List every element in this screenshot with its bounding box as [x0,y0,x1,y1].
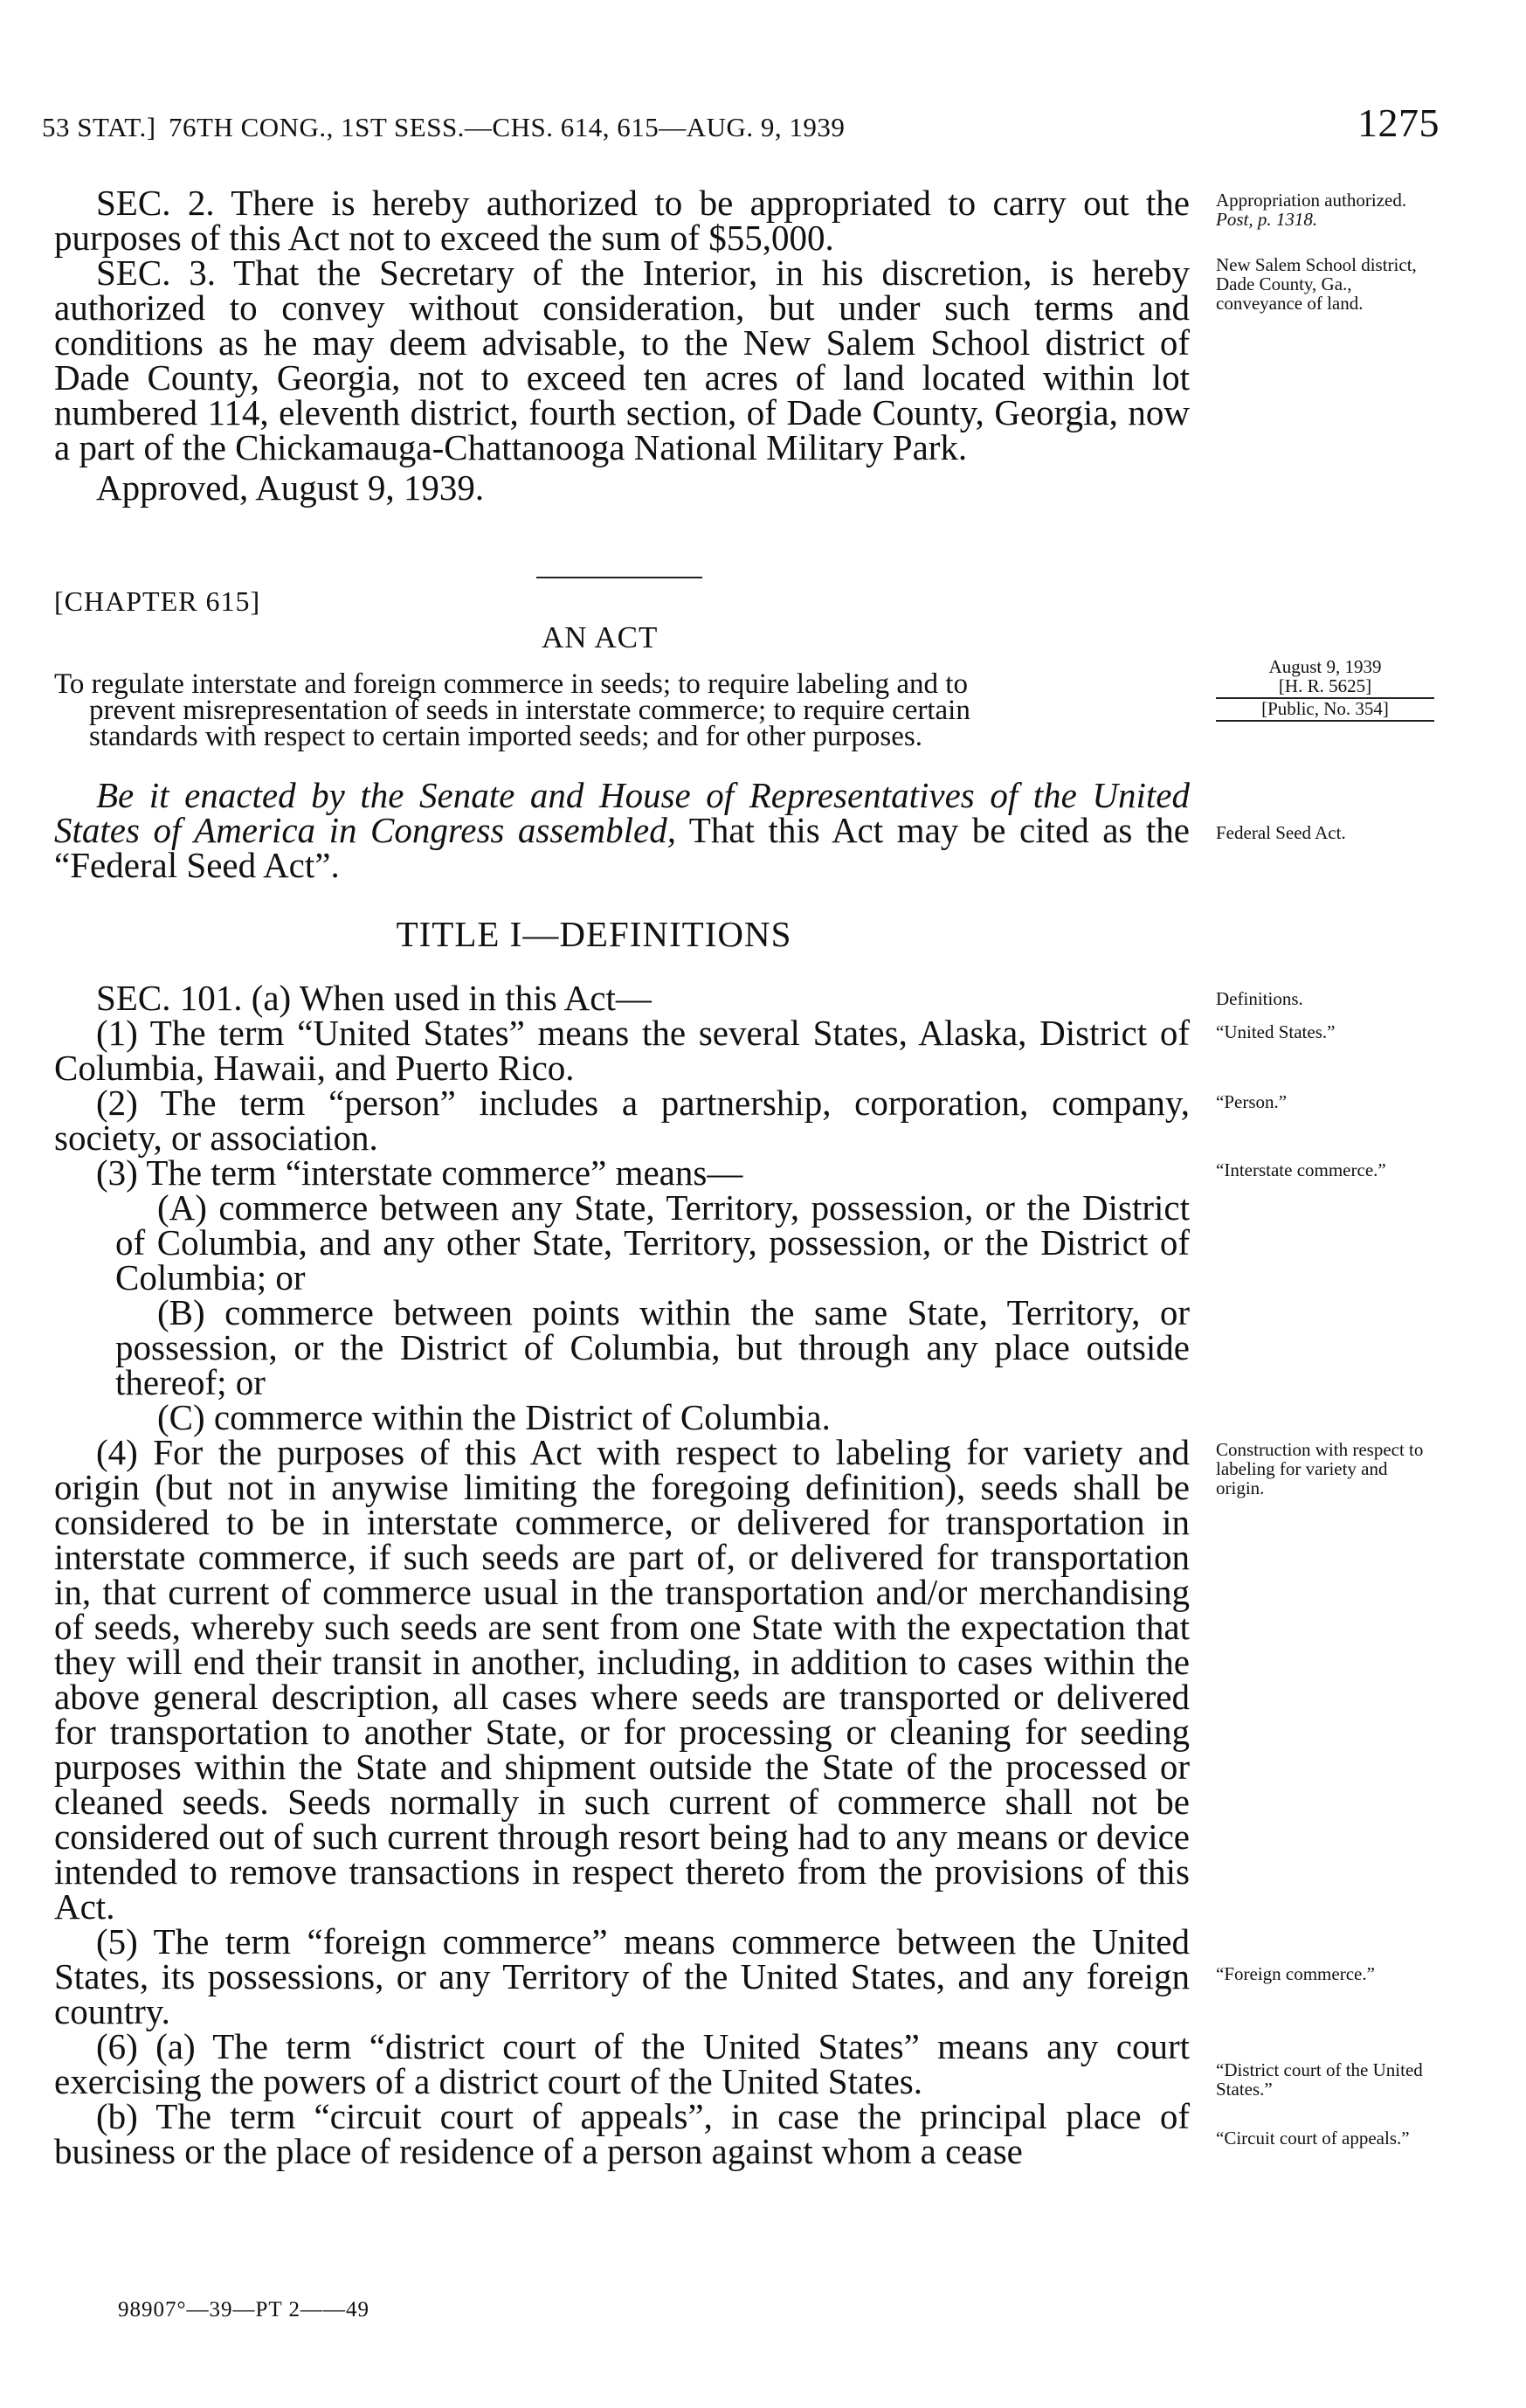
margin-hr-number: [H. R. 5625] [1216,676,1434,699]
approved-line: Approved, August 9, 1939. [96,467,485,508]
page-number: 1275 [1357,100,1440,145]
section-101-intro [54,978,1190,1018]
enacting-short-title: That this Act may be cited as the “Federal Seed Act”. [54,810,1191,885]
section-101-body [54,980,1190,2169]
act-title-line-3: standards with respect to certain imported seeds; and for other purposes. [89,721,922,752]
margin-note-person: “Person.” [1216,1091,1288,1112]
section-2 [54,183,1190,258]
header-congress-session: 76TH CONG., 1ST SESS.—CHS. 614, 615—AUG. 9, 1939 [169,112,846,142]
enacting-clause [54,775,1191,885]
chapter-614-body [54,183,1190,508]
chapter-label: [CHAPTER 615] [54,585,261,617]
definition-3: (3) The term “interstate commerce” means— [96,1152,743,1193]
margin-note-united-states: “United States.” [1216,1021,1336,1042]
an-act-heading: AN ACT [542,620,659,654]
margin-public-law: [Public, No. 354] [1216,699,1434,722]
section-3-label: SEC. 3. [96,253,217,293]
section-2-text: There is hereby authorized to be appropriated to carry out the purposes of this Act not to exceed the sum of $55,000. [54,183,1190,258]
running-header [42,100,1440,157]
margin-note-new-salem: New Salem School district, Dade County, Ga., conveyance of land. [1216,254,1417,314]
margin-note-definitions: Definitions. [1216,988,1303,1009]
margin-note-federal-seed-act: Federal Seed Act. [1216,822,1346,843]
section-3 [54,255,1190,465]
footer-print-code: 98907°—39—PT 2——49 [118,2298,369,2322]
header-stat-volume: 53 STAT.] [42,112,156,142]
definition-2: (2) The term “person” includes a partnership, corporation, company, society, or association. [54,1083,1190,1158]
margin-note-foreign: “Foreign commerce.” [1216,1963,1375,1984]
definition-5: (5) The term “foreign commerce” means commerce between the United States, its possessions, or any Territory of the United States, and any foreign country. [54,1921,1190,2031]
margin-note-district-court: “District court of the United States.” [1216,2059,1423,2100]
act-long-title [54,668,1190,752]
section-101-intro-text: (a) When used in this Act— [251,978,652,1018]
definition-3b: (B) commerce between points within the same State, Territory, or possession, or the District of Columbia, but through any place outside thereof; or [115,1292,1190,1402]
act-title-line-2: prevent misrepresentation of seeds in interstate commerce; to require certain [89,695,970,726]
margin-note-appropriation: Appropriation authorized. Post, p. 1318. [1216,190,1434,229]
chapter-divider-rule [536,577,702,578]
definition-6a: (6) (a) The term “district court of the United States” means any court exercising the powers of a district court of the United States. [54,2026,1190,2101]
margin-bill-info [1216,657,1434,722]
section-2-label: SEC. 2. [96,183,215,223]
definition-6b: (b) The term “circuit court of appeals”, in case the principal place of business or the place of residence of a person against whom a cease [54,2096,1190,2171]
enacting-italic: Be it enacted by the Senate and House of Representatives of the United States of America in Congress assembled, [54,775,1190,850]
margin-note-circuit-court: “Circuit court of appeals.” [1216,2128,1410,2149]
margin-note-interstate: “Interstate commerce.” [1216,1159,1386,1180]
margin-note-construction: Construction with respect to labeling for variety and origin. [1216,1439,1424,1498]
act-title-line-1: To regulate interstate and foreign commerce in seeds; to require labeling and to [54,668,968,700]
definition-3a: (A) commerce between any State, Territory, possession, or the District of Columbia, and any other State, Territory, possession, or the District of Columbia; or [115,1187,1190,1297]
title-i-heading: TITLE I—DEFINITIONS [396,914,792,954]
section-3-text: That the Secretary of the Interior, in his discretion, is hereby authorized to convey without consideration, but under such terms and conditions as he may deem advisable, to the New Salem School district of Dade County, Georgia, not to exceed ten acres of land located within lot numbered 114, eleventh district, fourth section, of Dade County, Georgia, now a part of the Chickamauga-Chattanooga National Military Park. [54,253,1190,467]
margin-note-appropriation-ref: Post, p. 1318. [1216,209,1318,230]
margin-date: August 9, 1939 [1268,656,1382,677]
definition-4: (4) For the purposes of this Act with respect to labeling for variety and origin (but not in anywise limiting the foregoing definition), seeds shall be considered to be in interstate commerce, or delivered for transportation in interstate commerce, if such seeds are part of, or delivered for transportation in, that current of commerce usual in the transportation and/or merchandising of seeds, whereby such seeds are sent from one State with the expectation that they will end their transit in another, including, in addition to cases within the above general description, all cases where seeds are transported or delivered for transportation to another State, or for processing or cleaning for seeding purposes within the State and shipment outside the State of the processed or cleaned seeds. Seeds normally in such current of commerce shall not be considered out of such current through resort being had to any means or device intended to remove transactions in respect thereto from the provisions of this Act. [54,1432,1190,1927]
section-101-label: SEC. 101. [96,978,243,1018]
definition-1: (1) The term “United States” means the several States, Alaska, District of Columbia, Hawaii, and Puerto Rico. [54,1013,1190,1088]
definition-3c: (C) commerce within the District of Columbia. [157,1397,831,1437]
